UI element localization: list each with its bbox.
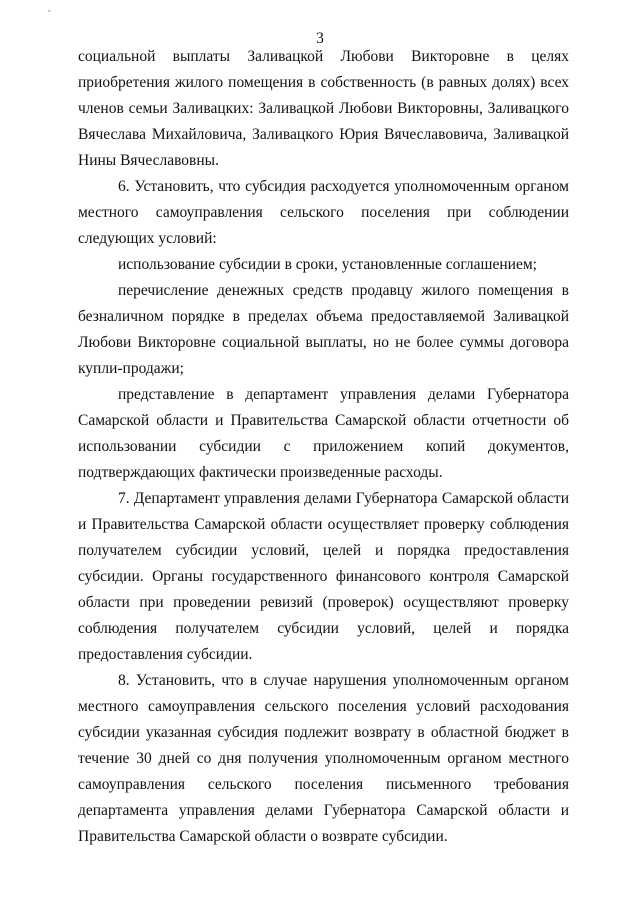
- paragraph-continuation: социальной выплаты Заливацкой Любови Викторовне в целях приобретения жилого помещения в собственность (в равных долях) всех членов семьи Заливацких: Заливацкой Любови Викторовны, Заливацкого Вячеслава Михайловича, Заливацкого Юрия Вячеславовича, Заливацкой Нины Вячеславовны.: [78, 48, 569, 169]
- paragraph-condition-1: использование субсидии в сроки, установленные соглашением;: [118, 256, 537, 273]
- scan-mark: »: [48, 8, 51, 14]
- document-body: [78, 44, 569, 850]
- paragraph-clause-6: 6. Установить, что субсидия расходуется уполномоченным органом местного самоуправления сельского поселения при соблюдении следующих условий:: [78, 178, 569, 247]
- paragraph-clause-7: 7. Департамент управления делами Губернатора Самарской области и Правительства Самарской области осуществляет проверку соблюдения получателем субсидии условий, целей и порядка предоставления субсидии. Органы государственного финансового контроля Самарской области при проведении ревизий (проверок) осуществляют проверку соблюдения получателем субсидии условий, целей и порядка предоставления субсидии.: [78, 490, 569, 663]
- paragraph-condition-2: перечисление денежных средств продавцу жилого помещения в безналичном порядке в пределах объема предоставляемой Заливацкой Любови Викторовне социальной выплаты, но не более суммы договора купли-продажи;: [78, 282, 569, 377]
- paragraph-condition-3: представление в департамент управления делами Губернатора Самарской области и Правительства Самарской области отчетности об использовании субсидии с приложением копий документов, подтверждающих фактически произведенные расходы.: [78, 386, 569, 481]
- paragraph-clause-8: 8. Установить, что в случае нарушения уполномоченным органом местного самоуправления сельского поселения условий расходования субсидии указанная субсидия подлежит возврату в областной бюджет в течение 30 дней со дня получения уполномоченным органом местного самоуправления сельского поселения письменного требования департамента управления делами Губернатора Самарской области и Правительства Самарской области о возврате субсидии.: [78, 672, 569, 845]
- page-number: 3: [316, 30, 324, 47]
